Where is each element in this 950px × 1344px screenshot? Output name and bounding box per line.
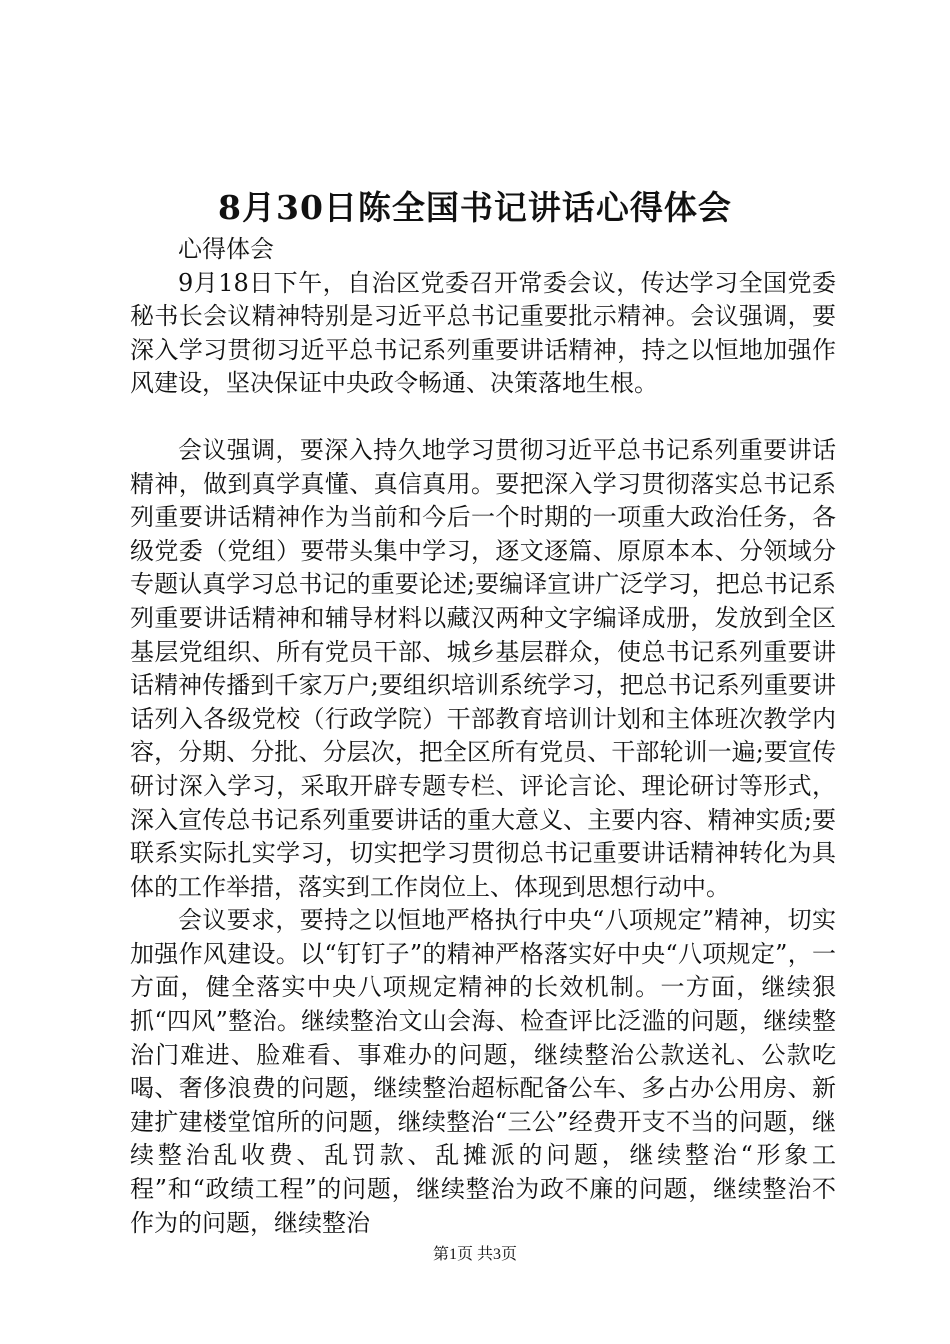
paragraph-2: 会议强调，要深入持久地学习贯彻习近平总书记系列重要讲话精神，做到真学真懂、真信真用。要把深入学习贯彻落实总书记系列重要讲话精神作为当前和今后一个时期的一项重大政治任务，各级党委（党组）要带头集中学习，逐文逐篇、原原本本、分领域分专题认真学习总书记的重要论述;要编译宣讲广泛学习，把总书记系列重要讲话精神和辅导材料以藏汉两种文字编译成册，发放到全区基层党组织、所有党员干部、城乡基层群众，使总书记系列重要讲话精神传播到千家万户;要组织培训系统学习，把总书记系列重要讲话列入各级党校（行政学院）干部教育培训计划和主体班次教学内容，分期、分批、分层次，把全区所有党员、干部轮训一遍;要宣传研讨深入学习，采取开辟专题专栏、评论言论、理论研讨等形式，深入宣传总书记系列重要讲话的重大意义、主要内容、精神实质;要联系实际扎实学习，切实把学习贯彻总书记重要讲话精神转化为具体的工作举措，落实到工作岗位上、体现到思想行动中。 xyxy=(130,435,836,901)
subheading: 心得体会 xyxy=(178,235,274,263)
paragraph-1: 9月18日下午，自治区党委召开常委会议，传达学习全国党委秘书长会议精神特别是习近平总书记重要批示精神。会议强调，要深入学习贯彻习近平总书记系列重要讲话精神，持之以恒地加强作风建设，坚决保证中央政令畅通、决策落地生根。 xyxy=(130,268,836,398)
page-title: 8月30日陈全国书记讲话心得体会 xyxy=(218,188,732,227)
page-indicator: 第1页 共3页 xyxy=(432,1246,517,1263)
paragraph-3: 会议要求，要持之以恒地严格执行中央“八项规定”精神，切实加强作风建设。以“钉钉子”的精神严格落实好中央“八项规定”，一方面，健全落实中央八项规定精神的长效机制。一方面，继续狠抓“四风”整治。继续整治文山会海、检查评比泛滥的问题，继续整治门难进、脸难看、事难办的问题，继续整治公款送礼、公款吃喝、奢侈浪费的问题，继续整治超标配备公车、多占办公用房、新建扩建楼堂馆所的问题，继续整治“三公”经费开支不当的问题，继续整治乱收费、乱罚款、乱摊派的问题，继续整治“形象工程”和“政绩工程”的问题，继续整治为政不廉的问题，继续整治不作为的问题，继续整治 xyxy=(130,906,836,1237)
document-body xyxy=(130,233,836,1240)
